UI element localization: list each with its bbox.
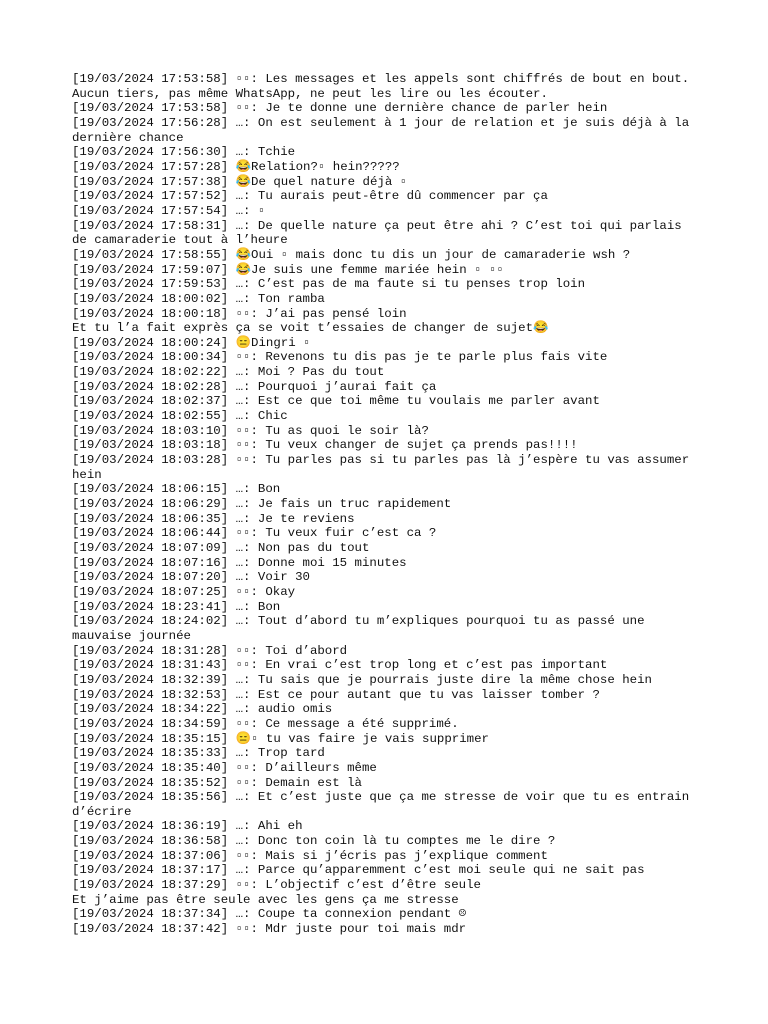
transcript-line: hein (72, 467, 102, 482)
transcript-line: [19/03/2024 18:31:28] ▫▫: Toi d’abord (72, 643, 348, 658)
transcript-line: [19/03/2024 18:37:42] ▫▫: Mdr juste pour toi mais mdr (72, 922, 467, 937)
transcript-line: [19/03/2024 18:37:17] …: Parce qu’apparemment c’est moi seule qui ne sait pas (72, 863, 645, 878)
transcript-line: [19/03/2024 17:56:30] …: Tchie (72, 145, 296, 160)
transcript-line: [19/03/2024 17:57:28] 😂Relation?▫ hein????? (72, 159, 400, 174)
transcript-line: [19/03/2024 18:31:43] ▫▫: En vrai c’est trop long et c’est pas important (72, 658, 608, 673)
chat-transcript (72, 72, 712, 937)
transcript-line: d’écrire (72, 804, 132, 819)
transcript-line: [19/03/2024 17:59:53] …: C’est pas de ma faute si tu penses trop loin (72, 277, 586, 292)
transcript-line: [19/03/2024 17:53:58] ▫▫: Je te donne une dernière chance de parler hein (72, 101, 608, 116)
transcript-line: Et tu l’a fait exprès ça se voit t’essaies de changer de sujet😂 (72, 321, 549, 336)
transcript-line: [19/03/2024 18:34:59] ▫▫: Ce message a été supprimé. (72, 716, 459, 731)
transcript-line: [19/03/2024 17:58:55] 😂Oui ▫ mais donc tu dis un jour de camaraderie wsh ? (72, 247, 631, 262)
transcript-line: dernière chance (72, 130, 184, 145)
transcript-line: [19/03/2024 18:06:35] …: Je te reviens (72, 511, 355, 526)
transcript-line: [19/03/2024 18:07:16] …: Donne moi 15 minutes (72, 555, 407, 570)
transcript-line: [19/03/2024 18:35:40] ▫▫: D’ailleurs même (72, 760, 377, 775)
transcript-line: Et j’aime pas être seule avec les gens ça me stresse (72, 892, 459, 907)
transcript-line: [19/03/2024 18:06:44] ▫▫: Tu veux fuir c’est ca ? (72, 526, 437, 541)
transcript-line: [19/03/2024 18:32:53] …: Est ce pour autant que tu vas laisser tomber ? (72, 687, 600, 702)
transcript-line: [19/03/2024 18:36:19] …: Ahi eh (72, 819, 303, 834)
transcript-line: de camaraderie tout à l’heure (72, 233, 288, 248)
transcript-line: [19/03/2024 18:34:22] …: audio omis (72, 702, 333, 717)
transcript-line: [19/03/2024 18:00:18] ▫▫: J’ai pas pensé loin (72, 306, 407, 321)
transcript-line: [19/03/2024 17:57:54] …: ▫ (72, 203, 266, 218)
transcript-line: [19/03/2024 18:00:02] …: Ton ramba (72, 291, 325, 306)
transcript-line: [19/03/2024 18:02:28] …: Pourquoi j’aurai fait ça (72, 379, 437, 394)
transcript-line: [19/03/2024 18:37:06] ▫▫: Mais si j’écris pas j’explique comment (72, 848, 548, 863)
transcript-line: [19/03/2024 17:56:28] …: On est seulement à 1 jour de relation et je suis déjà à la (72, 115, 690, 130)
transcript-line: [19/03/2024 18:37:34] …: Coupe ta connexion pendant ☹ (72, 907, 467, 922)
transcript-line: [19/03/2024 18:35:33] …: Trop tard (72, 746, 325, 761)
transcript-line: [19/03/2024 18:23:41] …: Bon (72, 599, 281, 614)
transcript-line: [19/03/2024 18:36:58] …: Donc ton coin là tu comptes me le dire ? (72, 834, 556, 849)
transcript-line: [19/03/2024 17:53:58] ▫▫: Les messages et les appels sont chiffrés de bout en bout. (72, 72, 690, 86)
transcript-line: mauvaise journée (72, 628, 191, 643)
transcript-line: [19/03/2024 18:02:37] …: Est ce que toi même tu voulais me parler avant (72, 394, 600, 409)
transcript-line: [19/03/2024 17:59:07] 😂Je suis une femme mariée hein ▫ ▫▫ (72, 262, 504, 277)
transcript-line: [19/03/2024 18:00:24] 😑Dingri ▫ (72, 335, 311, 350)
transcript-line: [19/03/2024 18:06:29] …: Je fais un truc rapidement (72, 497, 452, 512)
transcript-line: [19/03/2024 17:57:38] 😂De quel nature déjà ▫ (72, 174, 408, 189)
transcript-line: [19/03/2024 18:02:55] …: Chic (72, 409, 288, 424)
transcript-line: [19/03/2024 18:35:15] 😑▫ tu vas faire je vais supprimer (72, 731, 489, 746)
transcript-line: [19/03/2024 18:03:28] ▫▫: Tu parles pas si tu parles pas là j’espère tu vas assumer (72, 453, 690, 468)
transcript-line: [19/03/2024 18:06:15] …: Bon (72, 482, 281, 497)
transcript-line: [19/03/2024 17:57:52] …: Tu aurais peut-être dû commencer par ça (72, 189, 548, 204)
transcript-line: [19/03/2024 18:32:39] …: Tu sais que je pourrais juste dire la même chose hein (72, 672, 652, 687)
transcript-line: [19/03/2024 17:58:31] …: De quelle nature ça peut être ahi ? C’est toi qui parlais (72, 218, 682, 233)
transcript-line: [19/03/2024 18:07:09] …: Non pas du tout (72, 541, 370, 555)
transcript-line: [19/03/2024 18:03:18] ▫▫: Tu veux changer de sujet ça prends pas!!!! (72, 438, 578, 453)
transcript-line: [19/03/2024 18:07:20] …: Voir 30 (72, 570, 310, 585)
transcript-line: [19/03/2024 18:35:52] ▫▫: Demain est là (72, 775, 362, 790)
transcript-line: [19/03/2024 18:02:22] …: Moi ? Pas du tout (72, 365, 385, 380)
transcript-line: Aucun tiers, pas même WhatsApp, ne peut les lire ou les écouter. (72, 86, 548, 101)
transcript-line: [19/03/2024 18:07:25] ▫▫: Okay (72, 584, 296, 599)
transcript-line: [19/03/2024 18:35:56] …: Et c’est juste que ça me stresse de voir que tu es entrain (72, 790, 690, 805)
transcript-line: [19/03/2024 18:03:10] ▫▫: Tu as quoi le soir là? (72, 423, 429, 438)
transcript-line: [19/03/2024 18:24:02] …: Tout d’abord tu m’expliques pourquoi tu as passé une (72, 614, 645, 629)
transcript-line: [19/03/2024 18:37:29] ▫▫: L’objectif c’est d’être seule (72, 878, 481, 893)
transcript-line: [19/03/2024 18:00:34] ▫▫: Revenons tu dis pas je te parle plus fais vite (72, 350, 608, 365)
